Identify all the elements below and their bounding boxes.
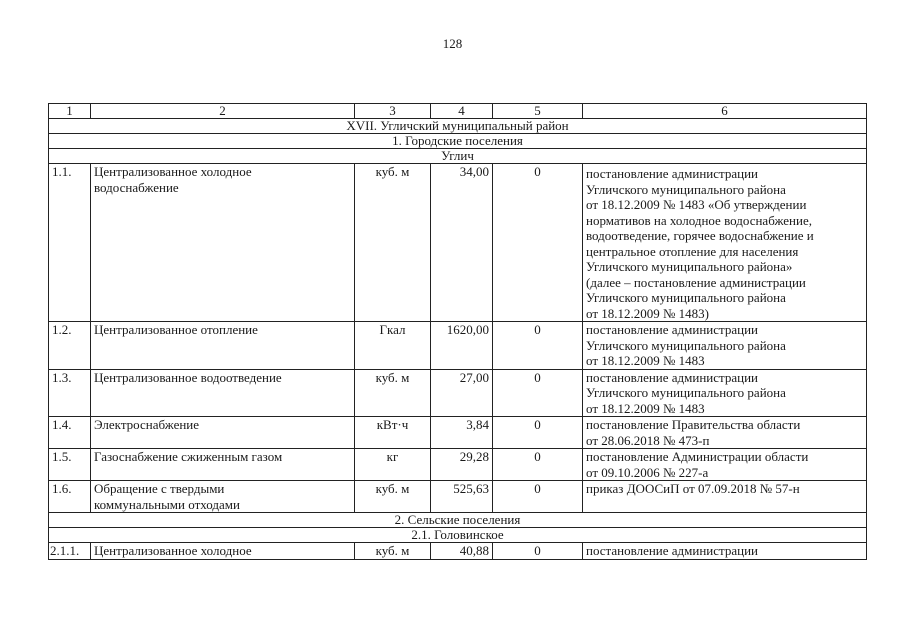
- row-number: 1.6.: [49, 481, 91, 513]
- service-name: Электроснабжение: [91, 417, 355, 449]
- table-row: [49, 543, 867, 560]
- section-row: [49, 149, 867, 164]
- section-row: [49, 134, 867, 149]
- section-row: [49, 513, 867, 528]
- norms-table: [48, 103, 867, 560]
- legal-reference: постановление администрации: [583, 543, 867, 560]
- service-name: Централизованное холодное: [91, 543, 355, 560]
- unit: Гкал: [355, 322, 431, 370]
- service-name: Централизованное водоотведение: [91, 369, 355, 417]
- col5-value: 0: [493, 449, 583, 481]
- unit: куб. м: [355, 164, 431, 322]
- col5-value: 0: [493, 369, 583, 417]
- col5-value: 0: [493, 417, 583, 449]
- col5-value: 0: [493, 164, 583, 322]
- row-number: 1.3.: [49, 369, 91, 417]
- header-row: [49, 104, 867, 119]
- header-cell-1: 1: [49, 104, 91, 119]
- legal-reference: постановление администрации Угличского муниципального района от 18.12.2009 № 1483 «Об утверждении нормативов на холодное водоснабжение, водоотведение, горячее водоснабжение и центральное отопление для населения Угличского муниципального района» (далее – постановление администрации Угличского муниципального района от 18.12.2009 № 1483): [583, 164, 867, 322]
- header-cell-4: 4: [431, 104, 493, 119]
- legal-reference: постановление Правительства области от 28.06.2018 № 473-п: [583, 417, 867, 449]
- page-number: 128: [442, 36, 463, 51]
- header-cell-5: 5: [493, 104, 583, 119]
- section-town: Углич: [49, 149, 867, 164]
- col5-value: 0: [493, 543, 583, 560]
- legal-reference: приказ ДООСиП от 07.09.2018 № 57-н: [583, 481, 867, 513]
- norm-value: 40,88: [431, 543, 493, 560]
- col5-value: 0: [493, 322, 583, 370]
- section-row: [49, 119, 867, 134]
- norm-value: 27,00: [431, 369, 493, 417]
- table-row: [49, 322, 867, 370]
- row-number: 1.1.: [49, 164, 91, 322]
- norm-value: 34,00: [431, 164, 493, 322]
- row-number: 1.4.: [49, 417, 91, 449]
- legal-reference: постановление администрации Угличского муниципального района от 18.12.2009 № 1483: [583, 369, 867, 417]
- unit: куб. м: [355, 543, 431, 560]
- norm-value: 3,84: [431, 417, 493, 449]
- table-row: [49, 417, 867, 449]
- unit: кг: [355, 449, 431, 481]
- table-row: [49, 164, 867, 322]
- norm-value: 29,28: [431, 449, 493, 481]
- row-number: 1.2.: [49, 322, 91, 370]
- header-cell-6: 6: [583, 104, 867, 119]
- row-number: 2.1.1.: [49, 543, 91, 560]
- col5-value: 0: [493, 481, 583, 513]
- header-cell-2: 2: [91, 104, 355, 119]
- row-number: 1.5.: [49, 449, 91, 481]
- header-cell-3: 3: [355, 104, 431, 119]
- legal-reference: постановление администрации Угличского муниципального района от 18.12.2009 № 1483: [583, 322, 867, 370]
- unit: куб. м: [355, 369, 431, 417]
- service-name: Обращение с твердыми коммунальными отходами: [91, 481, 355, 513]
- table-row: [49, 481, 867, 513]
- service-name: Централизованное холодное водоснабжение: [91, 164, 355, 322]
- norm-value: 525,63: [431, 481, 493, 513]
- section-rural-sub: 2.1. Головинское: [49, 528, 867, 543]
- section-rural: 2. Сельские поселения: [49, 513, 867, 528]
- norm-value: 1620,00: [431, 322, 493, 370]
- section-urban: 1. Городские поселения: [49, 134, 867, 149]
- service-name: Централизованное отопление: [91, 322, 355, 370]
- section-row: [49, 528, 867, 543]
- section-region: XVII. Угличский муниципальный район: [49, 119, 867, 134]
- table-row: [49, 369, 867, 417]
- table-row: [49, 449, 867, 481]
- legal-reference: постановление Администрации области от 09.10.2006 № 227-а: [583, 449, 867, 481]
- unit: куб. м: [355, 481, 431, 513]
- unit: кВт·ч: [355, 417, 431, 449]
- service-name: Газоснабжение сжиженным газом: [91, 449, 355, 481]
